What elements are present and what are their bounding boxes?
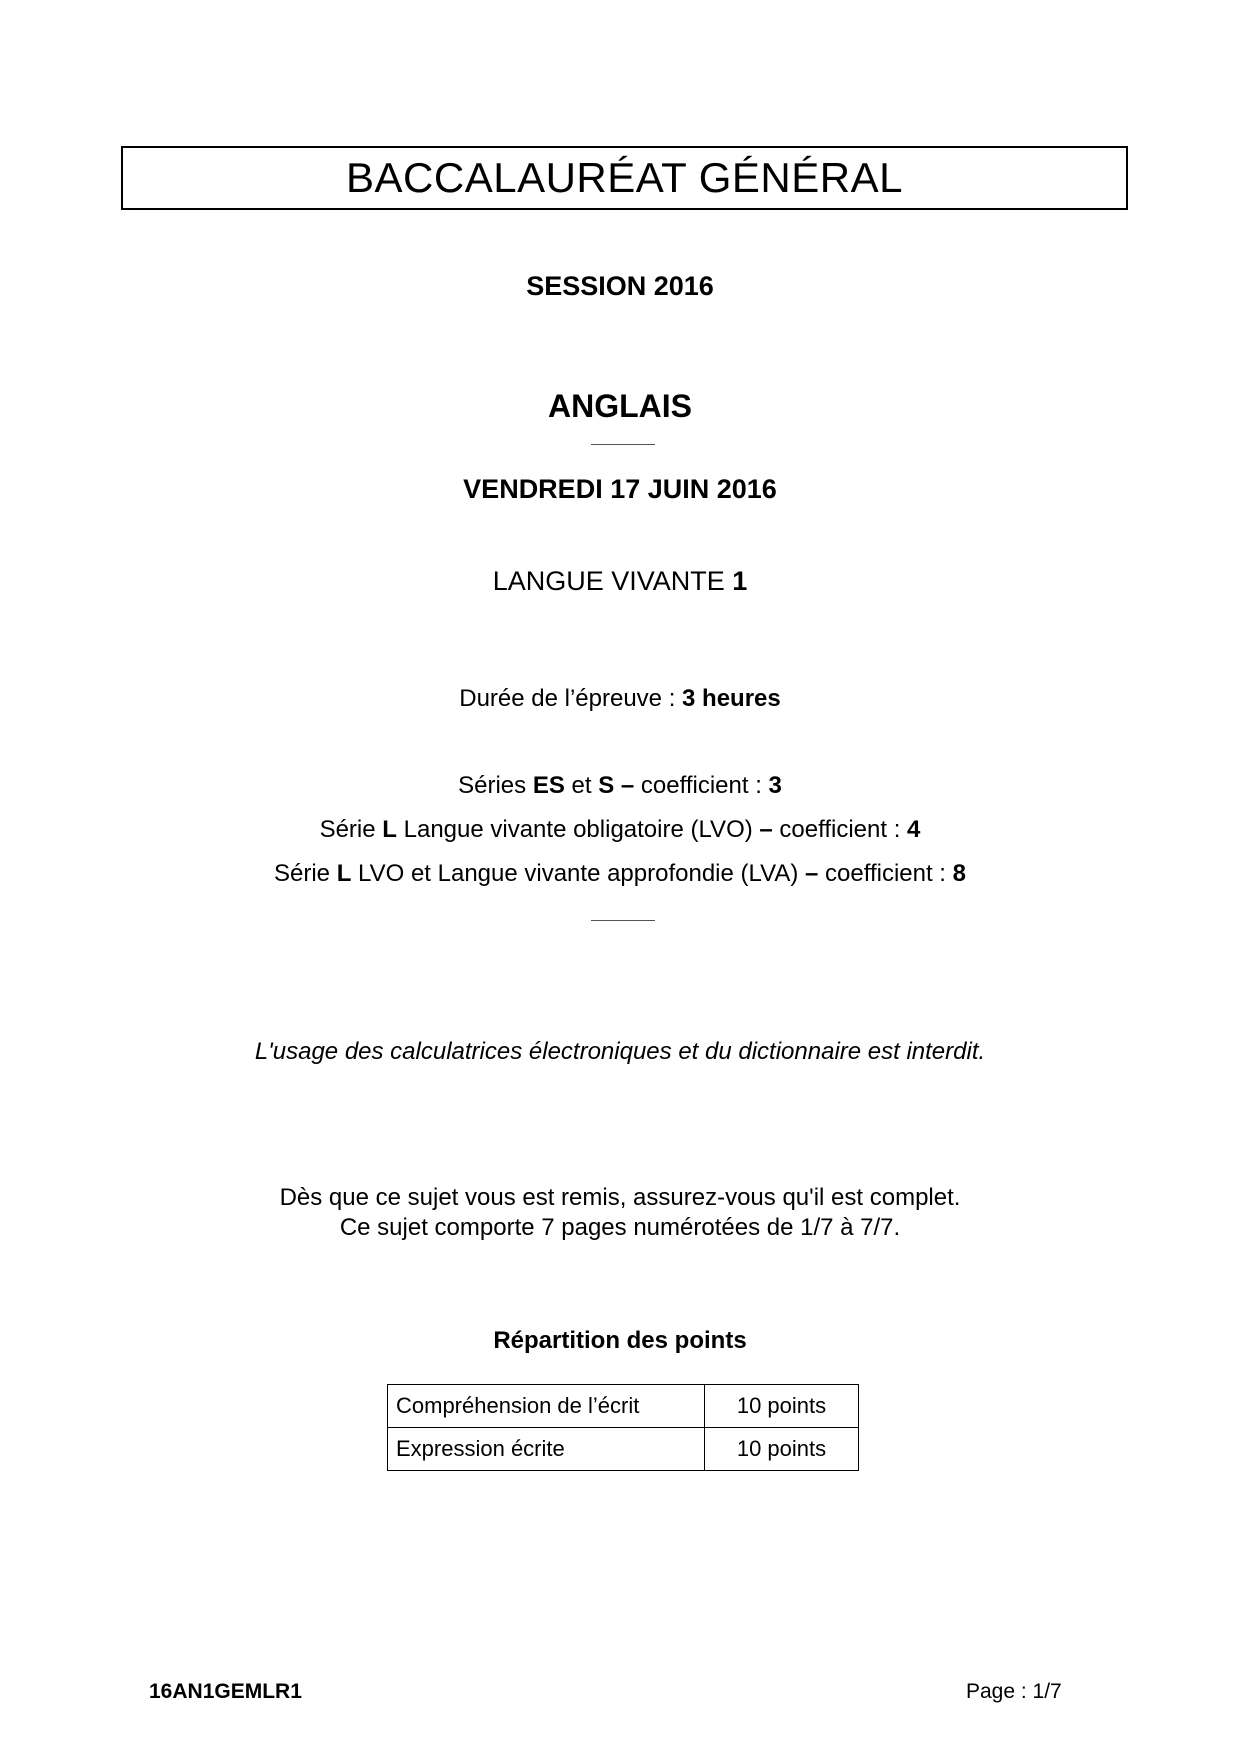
series-text: Séries <box>458 772 533 799</box>
series-l-lva <box>0 860 1240 888</box>
series-coefficient: 3 <box>768 772 782 799</box>
series-text: Série <box>319 816 383 843</box>
series-dash: – <box>620 772 635 799</box>
series-text: coefficient : <box>818 860 953 887</box>
series-code: S <box>598 772 615 799</box>
exam-duration <box>0 685 1240 713</box>
langue-text: LANGUE VIVANTE <box>492 566 733 596</box>
series-text: Série <box>273 860 337 887</box>
points-row-label: Expression écrite <box>388 1428 705 1471</box>
points-title: Répartition des points <box>493 1327 747 1354</box>
calculator-notice: L'usage des calculatrices électroniques et du dictionnaire est interdit. <box>254 1038 986 1065</box>
page-count-notice: Ce sujet comporte 7 pages numérotées de 1/7 à 7/7. <box>339 1214 901 1241</box>
subject-code: 16AN1GEMLR1 <box>149 1680 302 1703</box>
table-row <box>388 1428 859 1471</box>
points-row-value: 10 points <box>705 1428 859 1471</box>
duration-label: Durée de l’épreuve : <box>459 685 683 712</box>
series-dash: – <box>759 816 773 843</box>
duration-value: 3 heures <box>682 685 781 712</box>
series-coefficient: 8 <box>952 860 966 887</box>
points-row-value: 10 points <box>705 1385 859 1428</box>
series-code: L <box>336 860 352 887</box>
series-l-lvo <box>0 816 1240 844</box>
completeness-notice: Dès que ce sujet vous est remis, assurez-vous qu'il est complet. <box>279 1184 961 1211</box>
langue-vivante <box>0 566 1240 597</box>
series-coefficient: 4 <box>907 816 921 843</box>
divider-rule <box>591 920 655 921</box>
subject-title: ANGLAIS <box>548 388 692 424</box>
series-text: Langue vivante obligatoire (LVO) <box>396 816 760 843</box>
series-text: LVO et Langue vivante approfondie (LVA) <box>351 860 805 887</box>
series-text <box>614 772 621 799</box>
table-row <box>388 1385 859 1428</box>
divider-rule <box>591 444 655 445</box>
exam-title: BACCALAURÉAT GÉNÉRAL <box>346 154 903 201</box>
points-table <box>387 1384 859 1471</box>
series-text: et <box>564 772 599 799</box>
langue-number: 1 <box>732 566 748 596</box>
page-number: Page : 1/7 <box>966 1680 1062 1703</box>
title-box <box>121 146 1128 210</box>
series-dash: – <box>804 860 819 887</box>
series-text: coefficient : <box>634 772 769 799</box>
series-code: L <box>382 816 397 843</box>
exam-date: VENDREDI 17 JUIN 2016 <box>463 474 777 504</box>
series-es-s <box>0 772 1240 800</box>
series-text: coefficient : <box>772 816 908 843</box>
series-code: ES <box>532 772 565 799</box>
session-label: SESSION 2016 <box>526 271 714 301</box>
points-row-label: Compréhension de l’écrit <box>388 1385 705 1428</box>
